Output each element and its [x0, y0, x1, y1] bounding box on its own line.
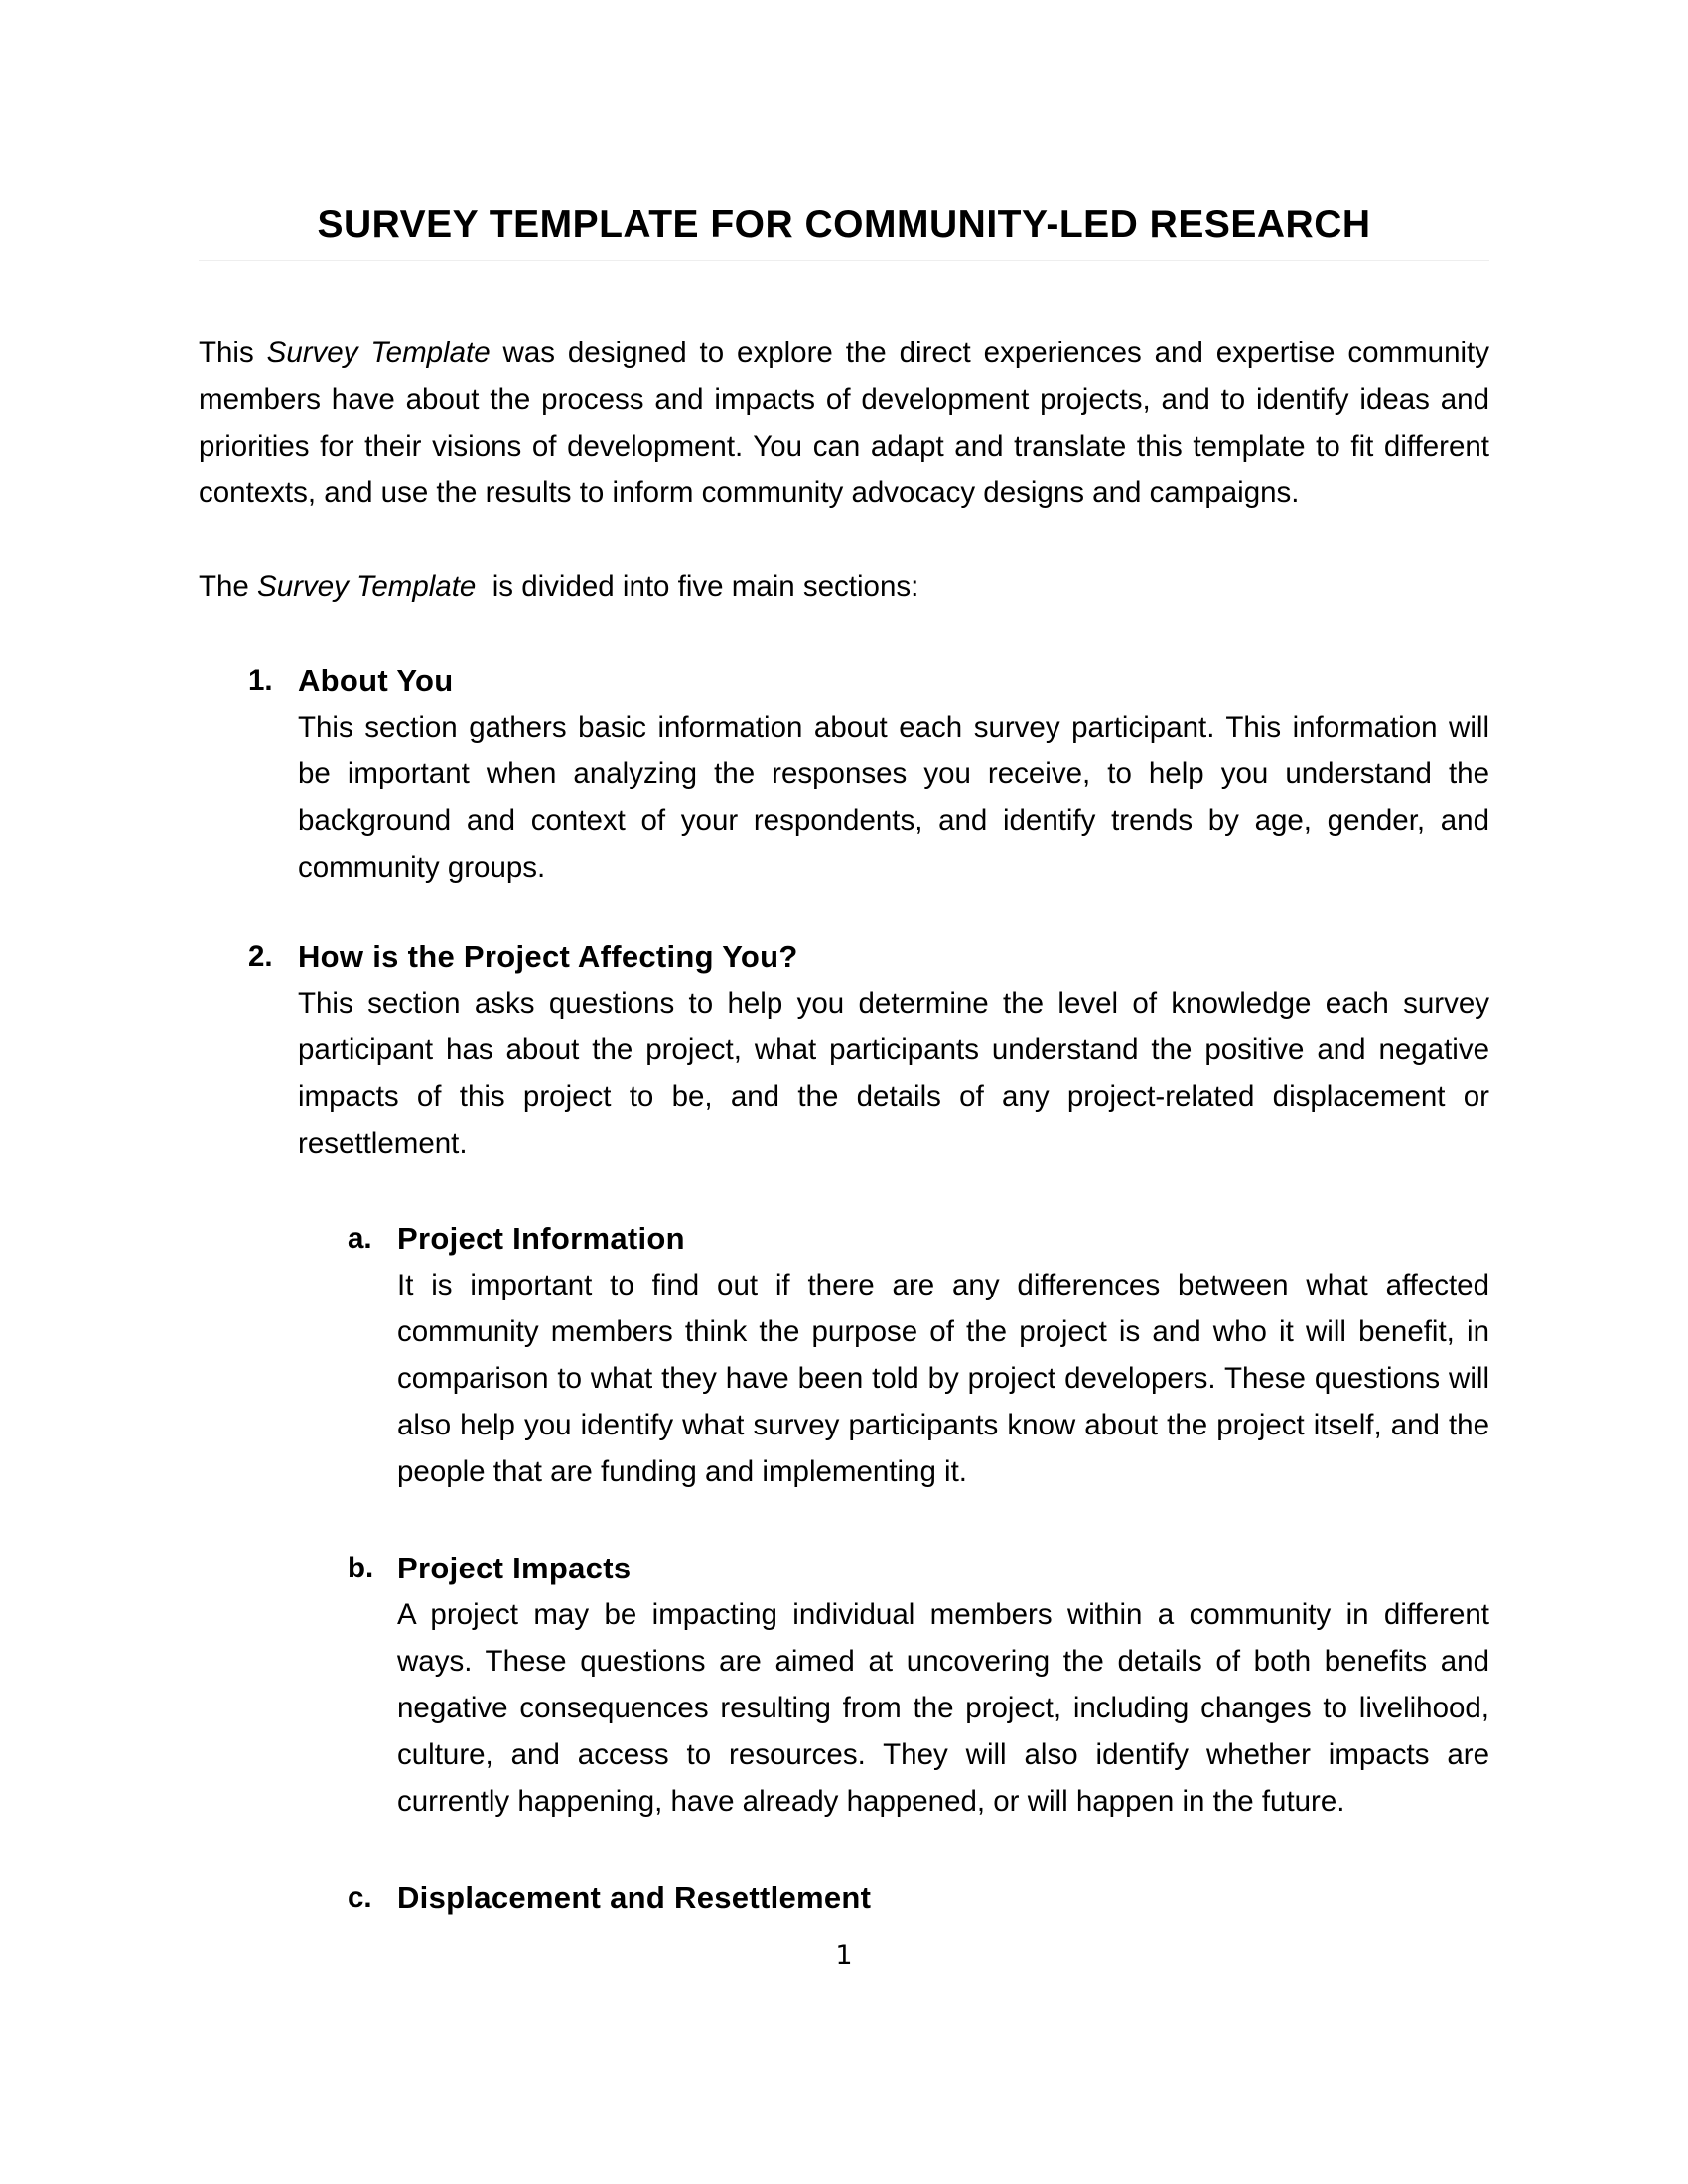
- subsection-description: It is important to find out if there are any differences between what affected community members think the purpose of the project is and who it will benefit, in comparison to what they have been told by project developers. These questions will also help you identify what survey participants know about the project itself, and the people that are funding and implementing it.: [397, 1269, 1489, 1488]
- subsection-project-information: [348, 1215, 1489, 1495]
- sections-intro-rest: is divided into five main sections:: [476, 570, 919, 603]
- subsection-letter: a.: [348, 1222, 372, 1255]
- intro-italic-term: Survey Template: [266, 337, 491, 369]
- subsection-letter: b.: [348, 1552, 374, 1584]
- title-divider: [199, 260, 1489, 261]
- section-heading: About You: [298, 663, 454, 698]
- subsection-heading: Project Information: [397, 1221, 685, 1256]
- subsection-description: A project may be impacting individual members within a community in different ways. These questions are aimed at uncovering the details of both benefits and negative consequences resulting from the project, including changes to livelihood, culture, and access to resources. They will also identify whether impacts are currently happening, have already happened, or will happen in the future.: [397, 1598, 1489, 1818]
- subsection-letter: c.: [348, 1881, 372, 1914]
- section-description: This section asks questions to help you determine the level of knowledge each survey participant has about the project, what participants understand the positive and negative impacts of this project to be, and the details of any project-related displacement or resettlement.: [298, 987, 1489, 1160]
- subsection-heading: Project Impacts: [397, 1551, 632, 1585]
- subsection-heading: Displacement and Resettlement: [397, 1880, 872, 1915]
- section-number: 2.: [248, 940, 273, 973]
- subsection-displacement-resettlement: [348, 1874, 1489, 1921]
- section-about-you: [248, 657, 1489, 890]
- page-number: 1: [835, 1940, 853, 1971]
- section-description: This section gathers basic information about each survey participant. This information will be important when analyzing the responses you receive, to help you understand the background and context of your respondents, and identify trends by age, gender, and community groups.: [298, 711, 1489, 884]
- section-project-affecting-you: [248, 933, 1489, 1166]
- subsection-project-impacts: [348, 1545, 1489, 1825]
- intro-text-rest: was designed to explore the direct experiences and expertise community members have about the process and impacts of development projects, and to identify ideas and priorities for their visions of development. You can adapt and translate this template to fit different contexts, and use the results to inform community advocacy designs and campaigns.: [199, 337, 1489, 509]
- intro-text-start: This: [199, 337, 267, 369]
- document-title: SURVEY TEMPLATE FOR COMMUNITY-LED RESEARCH: [317, 204, 1371, 246]
- section-number: 1.: [248, 664, 273, 697]
- sections-intro-italic-term: Survey Template: [257, 570, 477, 603]
- sections-intro-paragraph: [199, 563, 1489, 610]
- intro-paragraph: [199, 330, 1489, 516]
- section-heading: How is the Project Affecting You?: [298, 939, 798, 974]
- sections-intro-start: The: [199, 570, 258, 603]
